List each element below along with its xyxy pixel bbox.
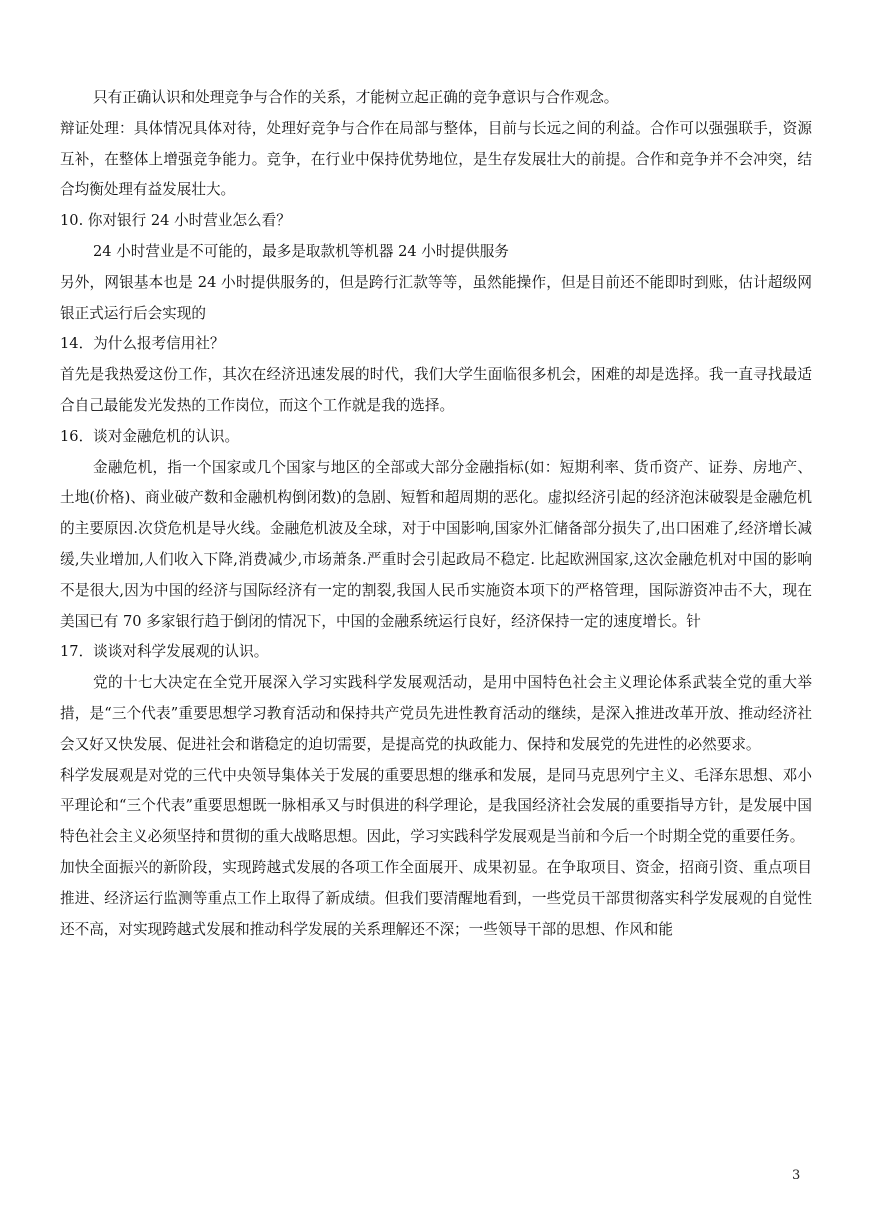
answer-10-paragraph-1: 24 小时营业是不可能的，最多是取款机等机器 24 小时提供服务	[93, 242, 509, 260]
answer-14-paragraph: 首先是我热爱这份工作，其次在经济迅速发展的时代，我们大学生面临很多机会，困难的却是选择。我一直寻找最适合自己最能发光发热的工作岗位，而这个工作就是我的选择。	[60, 366, 812, 414]
answer-16-paragraph: 金融危机，指一个国家或几个国家与地区的全部或大部分金融指标(如：短期利率、货币资产、证券、房地产、土地(价格)、商业破产数和金融机构倒闭数)的急剧、短暂和超周期的恶化。虚拟经济引起的经济泡沫破裂是金融危机的主要原因.次贷危机是导火线。金融危机波及全球，对于中国影响,国家外汇储备部分损失了,出口困难了,经济增长减缓,失业增加,人们收入下降,消费减少,市场萧条.严重时会引起政局不稳定. 比起欧洲国家,这次金融危机对中国的影响不是很大,因为中国的经济与国际经济有一定的割裂,我国人民币实施资本项下的严格管理，国际游资冲击不大，现在美国已有 70 多家银行趋于倒闭的情况下，中国的金融系统运行良好，经济保持一定的速度增长。针	[60, 458, 812, 630]
question-17-heading: 17．谈谈对科学发展观的认识。	[60, 643, 269, 661]
answer-17-paragraph-3: 加快全面振兴的新阶段，实现跨越式发展的各项工作全面展开、成果初显。在争取项目、资金，招商引资、重点项目推进、经济运行监测等重点工作上取得了新成绩。但我们要清醒地看到，一些党员干部贯彻落实科学发展观的自觉性还不高，对实现跨越式发展和推动科学发展的关系理解还不深；一些领导干部的思想、作风和能	[60, 858, 812, 938]
question-10-heading: 10. 你对银行 24 小时营业怎么看？	[60, 212, 291, 230]
answer-17-paragraph-1: 党的十七大决定在全党开展深入学习实践科学发展观活动，是用中国特色社会主义理论体系武装全党的重大举措，是“三个代表”重要思想学习教育活动和保持共产党员先进性教育活动的继续，是深入推进改革开放、推动经济社会又好又快发展、促进社会和谐稳定的迫切需要，是提高党的执政能力、保持和发展党的先进性的必然要求。	[60, 674, 812, 753]
paragraph-dialectical-handling: 辩证处理：具体情况具体对待，处理好竞争与合作在局部与整体，目前与长远之间的利益。合作可以强强联手，资源互补，在整体上增强竞争能力。竞争，在行业中保持优势地位，是生存发展壮大的前提。合作和竞争并不会冲突，结合均衡处理有益发展壮大。	[60, 119, 812, 199]
answer-10-paragraph-2: 另外，网银基本也是 24 小时提供服务的，但是跨行汇款等等，虽然能操作，但是目前还不能即时到账，估计超级网银正式运行后会实现的	[60, 273, 812, 322]
paragraph-competition-conclusion: 只有正确认识和处理竞争与合作的关系，才能树立起正确的竞争意识与合作观念。	[93, 89, 619, 106]
page-number: 3	[792, 1168, 801, 1183]
question-14-heading: 14．为什么报考信用社？	[60, 335, 225, 353]
page-body	[60, 83, 812, 945]
question-16-heading: 16．谈对金融危机的认识。	[60, 427, 240, 445]
answer-17-paragraph-2: 科学发展观是对党的三代中央领导集体关于发展的重要思想的继承和发展，是同马克思列宁主义、毛泽东思想、邓小平理论和“三个代表”重要思想既一脉相承又与时俱进的科学理论，是我国经济社会发展的重要指导方针，是发展中国特色社会主义必须坚持和贯彻的重大战略思想。因此，学习实践科学发展观是当前和今后一个时期全党的重要任务。	[60, 766, 812, 846]
